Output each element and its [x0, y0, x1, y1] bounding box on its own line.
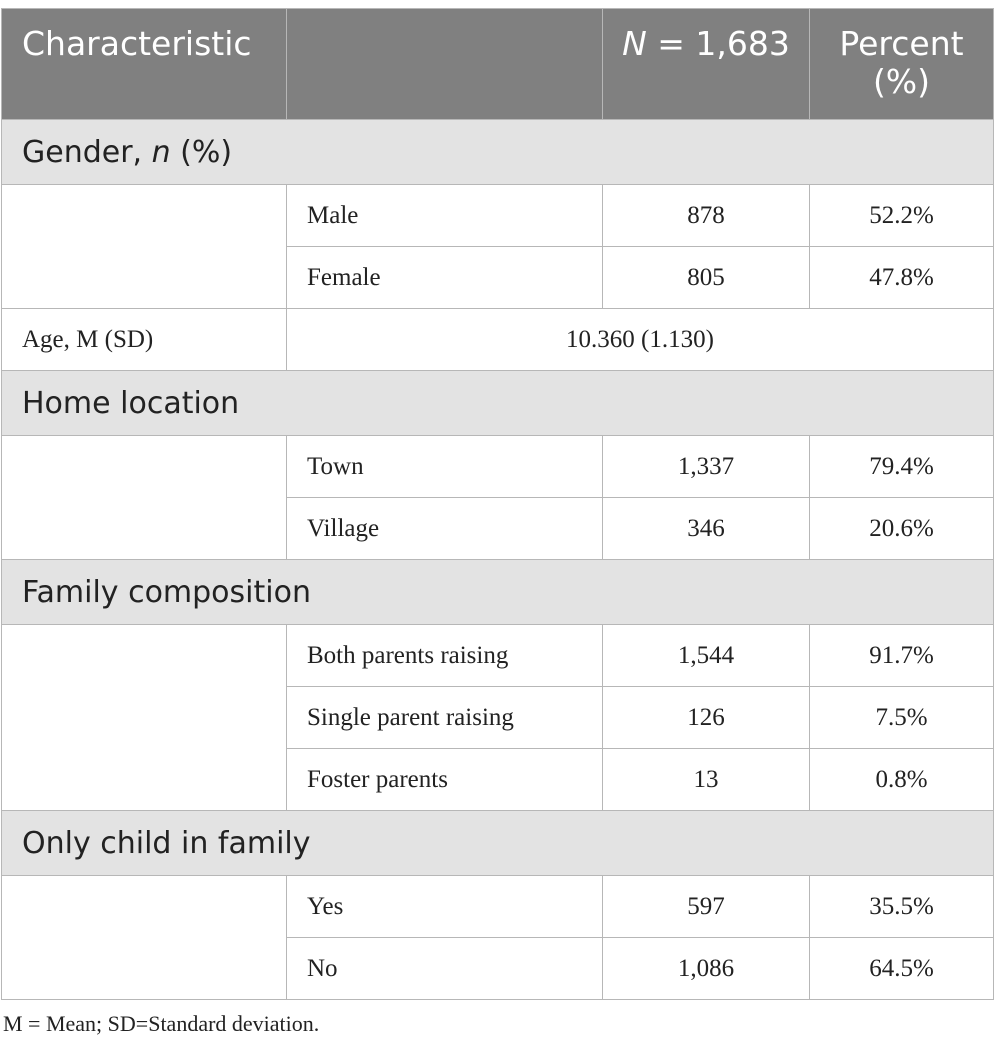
row-count: 13 — [603, 749, 810, 811]
row-percent: 47.8% — [810, 247, 994, 309]
row-percent: 20.6% — [810, 498, 994, 560]
table-row — [2, 876, 994, 938]
section-title-tail: (%) — [170, 134, 233, 170]
row-label: No — [287, 938, 603, 1000]
table-row-age — [2, 309, 994, 371]
section-title-home-location: Home location — [2, 371, 994, 436]
section-row-gender — [2, 120, 994, 185]
section-row-home-location — [2, 371, 994, 436]
table-row — [2, 185, 994, 247]
age-label: Age, M (SD) — [2, 309, 287, 371]
header-characteristic: Characteristic — [2, 9, 287, 120]
section-title-text: Gender, — [22, 134, 152, 170]
demographics-table-container — [1, 8, 993, 1000]
row-count: 1,337 — [603, 436, 810, 498]
demographics-table — [1, 8, 994, 1000]
row-label: Village — [287, 498, 603, 560]
row-label: Yes — [287, 876, 603, 938]
table-row — [2, 436, 994, 498]
header-n-symbol: N — [622, 24, 647, 63]
header-n-value: = 1,683 — [646, 24, 790, 63]
row-label: Male — [287, 185, 603, 247]
row-count: 1,544 — [603, 625, 810, 687]
section-title-gender — [2, 120, 994, 185]
header-percent-line2: (%) — [872, 62, 931, 101]
header-blank — [287, 9, 603, 120]
section-title-family-composition: Family composition — [2, 560, 994, 625]
row-label: Both parents raising — [287, 625, 603, 687]
row-count: 126 — [603, 687, 810, 749]
row-count: 878 — [603, 185, 810, 247]
row-count: 346 — [603, 498, 810, 560]
row-percent: 35.5% — [810, 876, 994, 938]
row-percent: 0.8% — [810, 749, 994, 811]
row-percent: 7.5% — [810, 687, 994, 749]
table-header — [2, 9, 994, 120]
table-footnote: M = Mean; SD=Standard deviation. — [3, 1011, 320, 1036]
header-sample-size — [603, 9, 810, 120]
row-count: 597 — [603, 876, 810, 938]
row-percent: 91.7% — [810, 625, 994, 687]
table-body — [2, 120, 994, 1000]
row-label: Foster parents — [287, 749, 603, 811]
empty-cell — [2, 436, 287, 560]
row-label: Single parent raising — [287, 687, 603, 749]
row-percent: 52.2% — [810, 185, 994, 247]
row-label: Female — [287, 247, 603, 309]
table-row — [2, 625, 994, 687]
row-count: 1,086 — [603, 938, 810, 1000]
header-percent — [810, 9, 994, 120]
empty-cell — [2, 625, 287, 811]
header-row — [2, 9, 994, 120]
empty-cell — [2, 185, 287, 309]
section-title-italic: n — [151, 134, 171, 170]
row-percent: 64.5% — [810, 938, 994, 1000]
row-label: Town — [287, 436, 603, 498]
header-percent-line1: Percent — [839, 24, 964, 63]
row-percent: 79.4% — [810, 436, 994, 498]
age-value: 10.360 (1.130) — [287, 309, 994, 371]
section-row-only-child — [2, 811, 994, 876]
row-count: 805 — [603, 247, 810, 309]
empty-cell — [2, 876, 287, 1000]
section-title-only-child: Only child in family — [2, 811, 994, 876]
section-row-family-composition — [2, 560, 994, 625]
